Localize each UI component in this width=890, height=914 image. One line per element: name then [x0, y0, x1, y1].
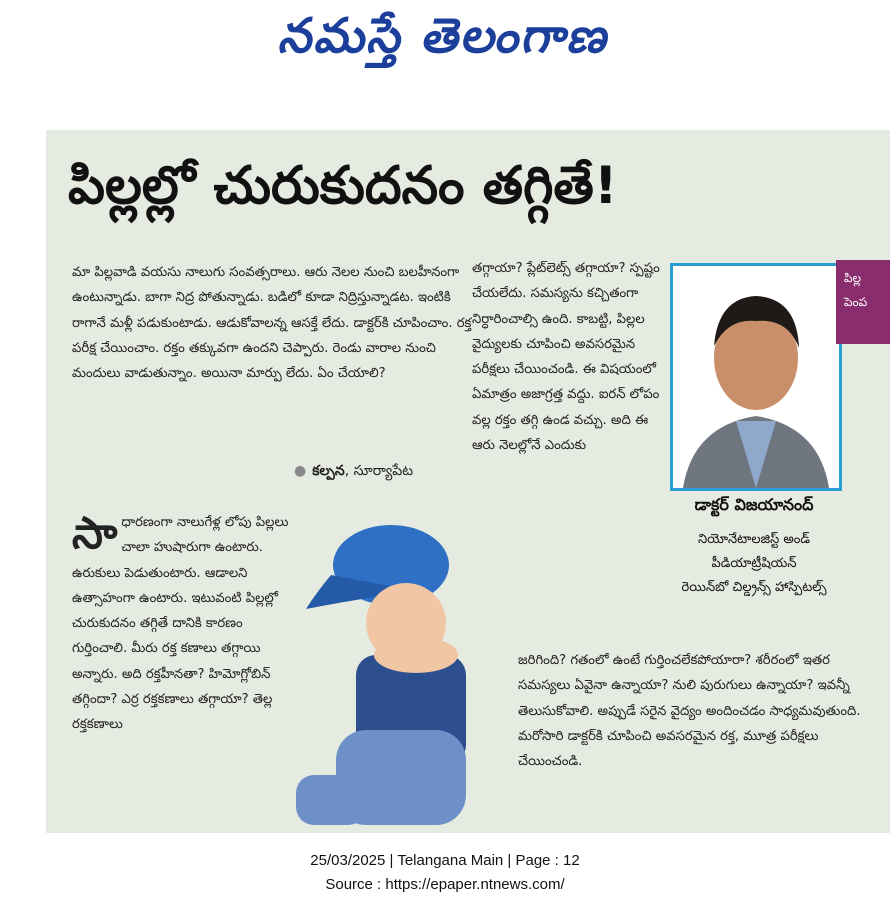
footer-date-edition: 25/03/2025 | Telangana Main | Page : 12	[310, 852, 580, 869]
masthead-logo: నమస్తే తెలంగాణ	[275, 8, 618, 64]
answer-text-3: జరిగింది? గతంలో ఉంటే గుర్తించలేకపోయారా? శరీరంలో ఇతర సమస్యలు ఏవైనా ఉన్నాయా? నులి పురుగులు ఉన్నాయా? ఇవన్నీ తెలుసుకోవాలి. అప్పుడే సరైన వైద్యం అందించడం సాధ్యమవుతుంది. మరోసారి డాక్టర్‌కి చూపించి అవసరమైన రక్త, మూత్ర పరీక్షలు చేయించండి.	[518, 653, 861, 770]
sad-child-photo	[296, 505, 496, 833]
doctor-hospital: రెయిన్‌బో చిల్డ్రన్స్ హాస్పిటల్స్	[681, 580, 827, 595]
doctor-title-2: పీడియాట్రీషియన్	[711, 556, 797, 571]
reader-question	[72, 260, 472, 386]
doctor-credit	[646, 495, 862, 600]
article-headline: పిల్లల్లో చురుకుదనం తగ్గితే!	[68, 156, 618, 216]
answer-text-1: ధారణంగా నాలుగేళ్ల లోపు పిల్లలు చాలా హుషారుగా ఉంటారు. ఉరుకులు పెడుతుంటారు. ఆడాలని ఉత్సాహంగా ఉంటారు. ఇటువంటి పిల్లల్లో చురుకుదనం తగ్గితే దానికి కారణం గుర్తించాలి. మీరు రక్త కణాలు తగ్గాయి అన్నారు. అది రక్తహీనతా? హిమోగ్లోబిన్ తగ్గిందా? ఎర్ర రక్తకణాలు తగ్గాయా? తెల్ల రక్తకణాలు	[72, 515, 289, 733]
side-tab-line-2: పెంప	[844, 295, 868, 309]
question-text: మా పిల్లవాడి వయసు నాలుగు సంవత్సరాలు. ఆరు నెలల నుంచి బలహీనంగా ఉంటున్నాడు. బాగా నిద్ర పోతున్నాడు. బడిలో కూడా నిద్రిస్తున్నాడట. ఇంటికి రాగానే మళ్లీ పడుకుంటాడు. ఆడుకోవాలన్న ఆసక్తే లేదు. డాక్టర్‌కి చూపించాం. రక్త పరీక్ష చేయించాం. రక్తం తక్కువగా ఉందని చెప్పారు. రెండు వారాల నుంచి మందులు వాడుతున్నాం. అయినా మార్పు లేదు. ఏం చేయాలి?	[72, 265, 472, 382]
drop-cap: సా	[72, 508, 118, 559]
answer-text-2: తగ్గాయా? ప్లేట్‌లెట్స్ తగ్గాయా? స్పష్టం చేయలేదు. సమస్యను కచ్చితంగా నిర్ధారించాల్సి ఉంది. కాబట్టి, పిల్లల వైద్యులకు చూపించి అవసరమైన పరీక్షలు చేయించండి. ఈ విషయంలో ఏమాత్రం అజాగ్రత్త వద్దు. ఐరన్ లోపం వల్ల రక్తం తగ్గి ఉండ వచ్చు. అది ఈ ఆరు నెలల్లోనే ఎందుకు	[472, 261, 660, 454]
side-tab-line-1: పిల్ల	[844, 271, 862, 285]
footer-source: Source : https://epaper.ntnews.com/	[325, 876, 565, 893]
doctor-title-1: నియోనేటాలజిస్ట్ అండ్	[698, 532, 810, 547]
doctor-portrait	[673, 266, 839, 488]
doctor-photo	[670, 263, 842, 491]
answer-column-3	[518, 648, 868, 774]
byline-name: కల్పన	[312, 463, 345, 479]
answer-column-1	[72, 510, 302, 738]
answer-column-2	[472, 256, 662, 458]
byline-place: , సూర్యాపేట	[344, 463, 414, 479]
side-section-tab	[836, 260, 890, 344]
bullet-icon: ●	[294, 463, 307, 479]
article-panel	[46, 130, 890, 833]
byline	[294, 463, 413, 482]
doctor-name: డాక్టర్ విజయానంద్	[694, 495, 814, 514]
